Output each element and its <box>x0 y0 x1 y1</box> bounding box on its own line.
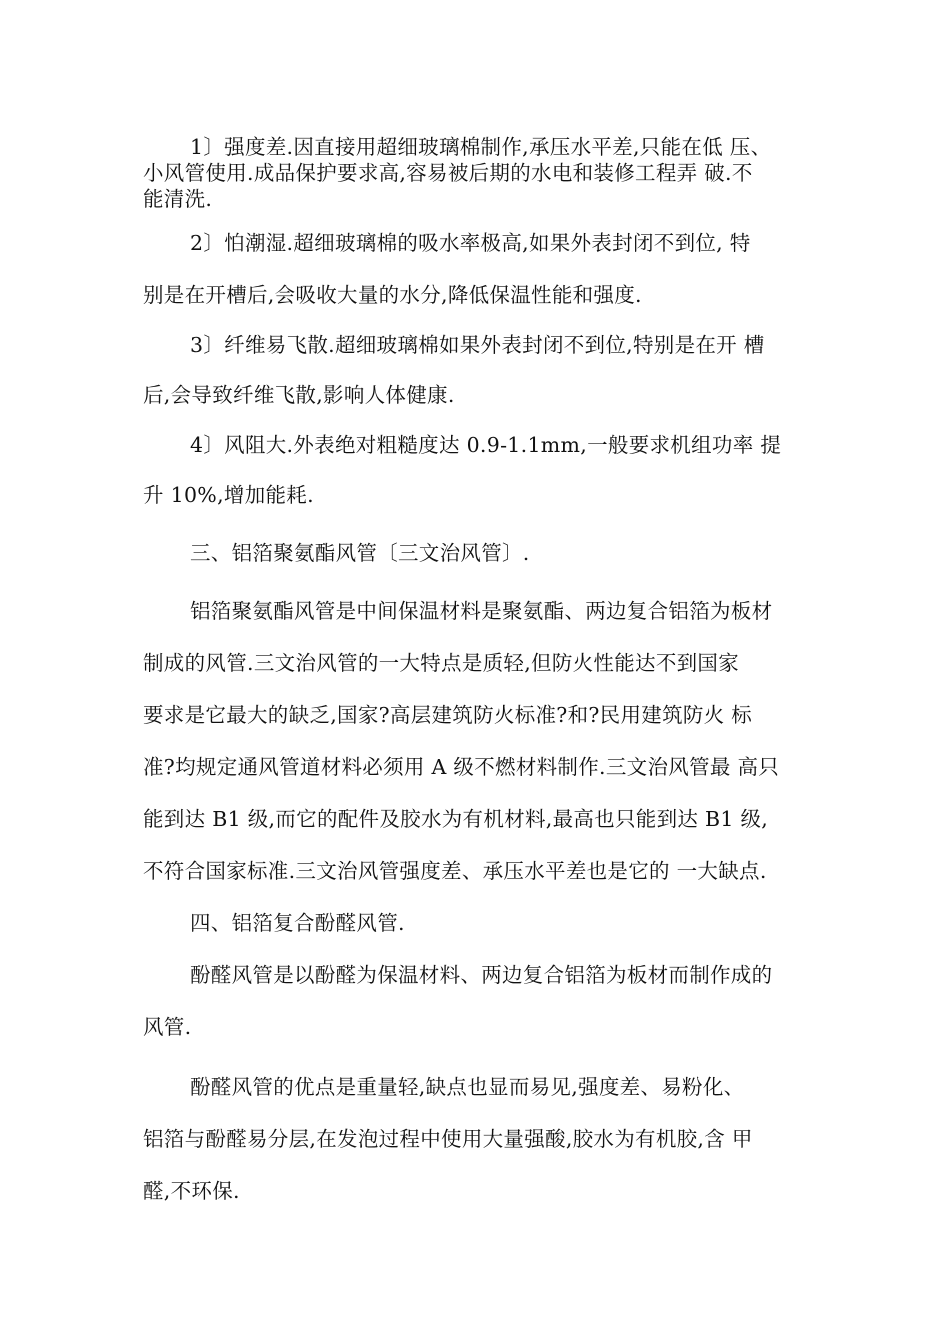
text-line: 准?均规定通风管道材料必须用 A 级不燃材料制作.三文治风管最 高只 <box>143 755 780 779</box>
text-line: 要求是它最大的缺乏,国家?高层建筑防火标准?和?民用建筑防火 标 <box>143 703 753 727</box>
text-line: 不符合国家标准.三文治风管强度差、承压水平差也是它的 一大缺点. <box>143 859 767 883</box>
text-line: 酚醛风管的优点是重量轻,缺点也显而易见,强度差、易粉化、 <box>190 1075 745 1099</box>
section-heading: 三、铝箔聚氨酯风管〔三文治风管〕. <box>190 541 530 565</box>
text-line: 升 10%,增加能耗. <box>143 483 314 507</box>
text-line: 1〕强度差.因直接用超细玻璃棉制作,承压水平差,只能在低 压、 <box>190 135 772 159</box>
text-line: 制成的风管.三文治风管的一大特点是质轻,但防火性能达不到国家 <box>143 651 740 675</box>
text-line: 别是在开槽后,会吸收大量的水分,降低保温性能和强度. <box>143 283 642 307</box>
text-line: 铝箔聚氨酯风管是中间保温材料是聚氨酯、两边复合铝箔为板材 <box>190 599 773 623</box>
text-line: 2〕怕潮湿.超细玻璃棉的吸水率极高,如果外表封闭不到位, 特 <box>190 231 751 255</box>
text-line: 风管. <box>143 1015 192 1039</box>
text-line: 醛,不环保. <box>143 1179 240 1203</box>
text-line: 小风管使用.成品保护要求高,容易被后期的水电和装修工程弄 破.不 <box>143 161 753 185</box>
text-line: 铝箔与酚醛易分层,在发泡过程中使用大量强酸,胶水为有机胶,含 甲 <box>143 1127 753 1151</box>
text-line: 能清洗. <box>143 187 213 211</box>
text-line: 后,会导致纤维飞散,影响人体健康. <box>143 383 455 407</box>
section-heading: 四、铝箔复合酚醛风管. <box>190 911 405 935</box>
text-line: 3〕纤维易飞散.超细玻璃棉如果外表封闭不到位,特别是在开 槽 <box>190 333 765 357</box>
text-line: 酚醛风管是以酚醛为保温材料、两边复合铝箔为板材而制作成的 <box>190 963 773 987</box>
text-line: 4〕风阻大.外表绝对粗糙度达 0.9-1.1mm,一般要求机组功率 提 <box>190 433 782 457</box>
text-line: 能到达 B1 级,而它的配件及胶水为有机材料,最高也只能到达 B1 级, <box>143 807 769 831</box>
